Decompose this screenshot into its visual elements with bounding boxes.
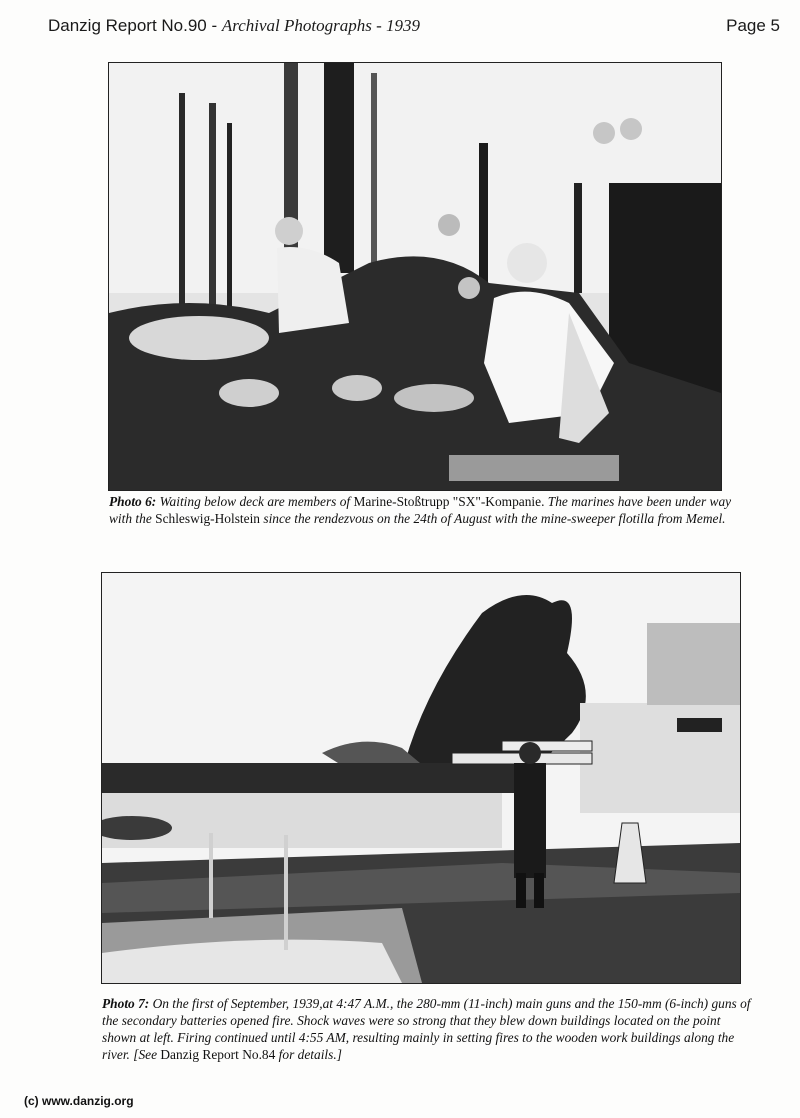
page-header-title (48, 16, 420, 36)
photo-7-caption-text-1: On the first of September, 1939,at 4:47 A.M., the 280-mm (11-inch) main guns and the 150-mm (6-inch) guns of the secondary batteries opened fire. Shock waves were so strong that they blew down buildings located on the point shown at left. Firing continued until 4:55 AM, resulting mainly in setting fires to the wooden work buildings along the river. [See (102, 996, 751, 1062)
photo-6-label: Photo 6: (109, 494, 157, 509)
header-title-italic: Archival Photographs - 1939 (221, 16, 421, 35)
photo-7-image (101, 572, 741, 984)
photo-7-caption-text-2: for details.] (275, 1047, 342, 1062)
photo-6-caption-text-2: The marines have been under way with the (109, 494, 732, 526)
photo-7-label: Photo 7: (102, 996, 150, 1011)
header-title-main: Danzig Report No.90 - (48, 16, 222, 35)
photo-7-report-reference: Danzig Report No.84 (160, 1047, 276, 1062)
photo-6-caption-text-3: since the rendezvous on the 24th of August with the mine-sweeper flotilla from Memel. (260, 511, 726, 526)
photo-6-caption (109, 493, 741, 527)
photo-7-caption (102, 995, 752, 1063)
photo-6-image (108, 62, 722, 491)
photo-6-unit-name: Marine-Stoßtrupp "SX"-Kompanie. (353, 494, 545, 509)
photo-6-ship-name: Schleswig-Holstein (155, 511, 261, 526)
photo-6-caption-text-1: Waiting below deck are members of (156, 494, 354, 509)
page-number: Page 5 (726, 16, 780, 35)
copyright-footer: (c) www.danzig.org (24, 1094, 134, 1108)
